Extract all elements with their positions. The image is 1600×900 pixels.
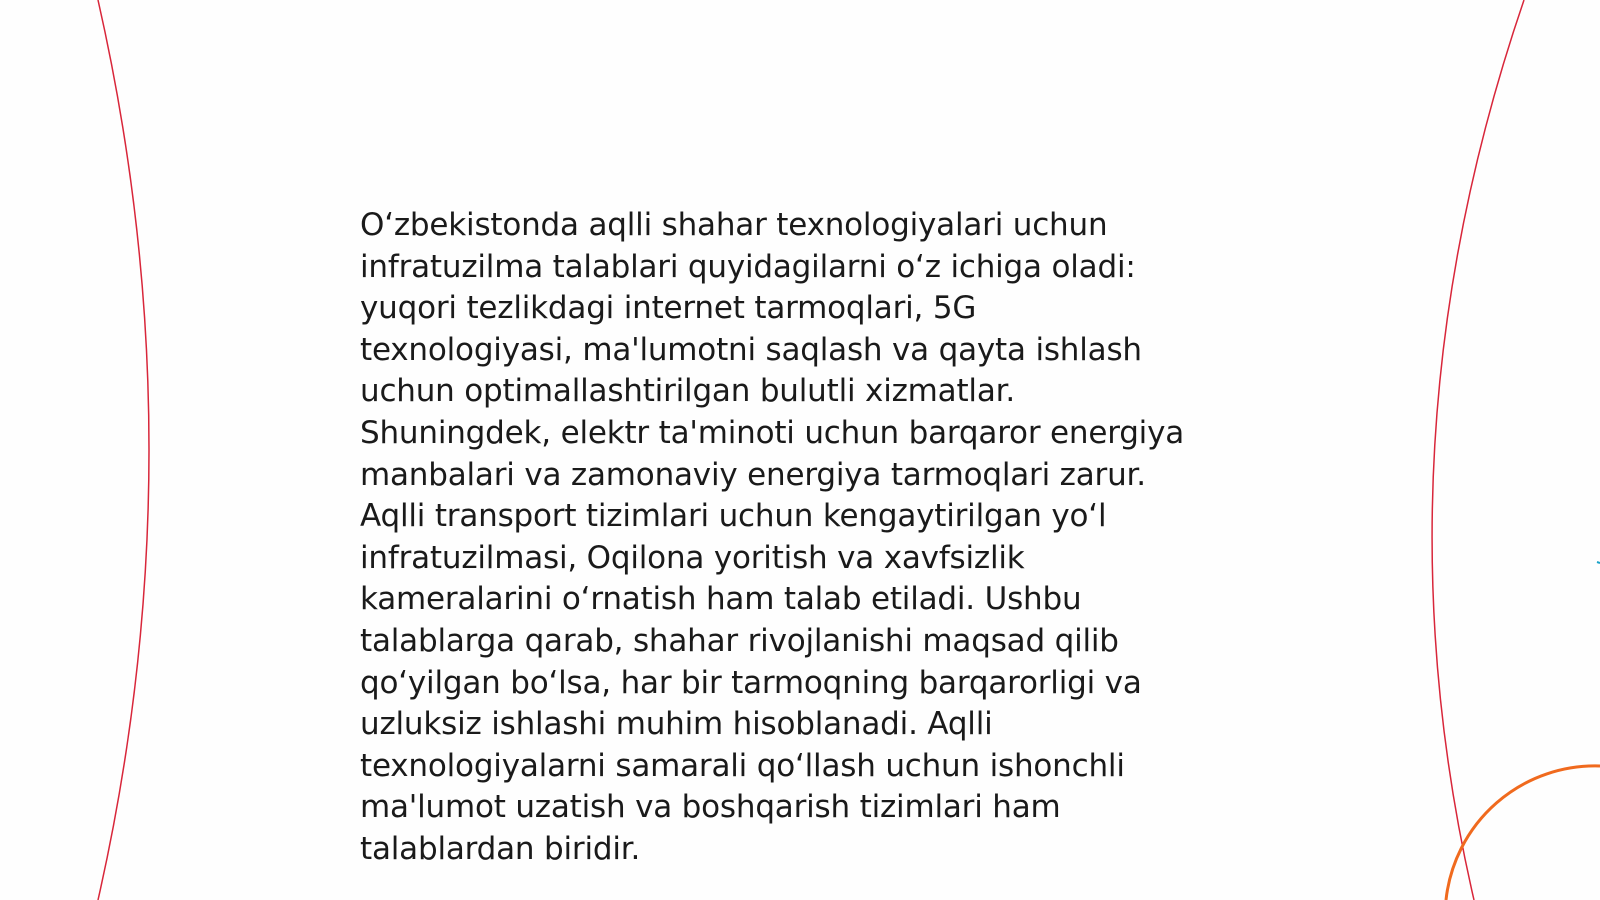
body-line: kameralarini o‘rnatish ham talab etiladi. Ushbu [360,581,1082,618]
body-line: talablardan biridir. [360,830,641,867]
body-line: manbalari va zamonaviy energiya tarmoqlari zarur. [360,456,1146,493]
right-arc-decoration [1432,0,1524,900]
body-line: O‘zbekistonda aqlli shahar texnologiyalari uchun [360,207,1108,243]
body-line: Shuningdek, elektr ta'minoti uchun barqaror energiya [360,414,1185,451]
body-line: talablarga qarab, shahar rivojlanishi maqsad qilib [360,622,1119,659]
body-paragraph [360,205,1260,871]
body-line: infratuzilma talablari quyidagilarni o‘z ichiga oladi: [360,248,1136,285]
body-line: ma'lumot uzatish va boshqarish tizimlari ham [360,789,1061,826]
body-line: qo‘yilgan bo‘lsa, har bir tarmoqning barqarorligi va [360,664,1142,701]
body-line: texnologiyasi, ma'lumotni saqlash va qayta ishlash [360,331,1142,368]
body-line: Aqlli transport tizimlari uchun kengaytirilgan yo‘l [360,498,1107,535]
body-line: yuqori tezlikdagi internet tarmoqlari, 5G [360,290,977,327]
body-line: uzluksiz ishlashi muhim hisoblanadi. Aqlli [360,706,993,743]
left-arc-decoration [98,0,149,900]
body-line: infratuzilmasi, Oqilona yoritish va xavfsizlik [360,539,1025,576]
body-line: uchun optimallashtirilgan bulutli xizmatlar. [360,373,1015,410]
body-line: texnologiyalarni samarali qo‘llash uchun ishonchli [360,747,1125,784]
